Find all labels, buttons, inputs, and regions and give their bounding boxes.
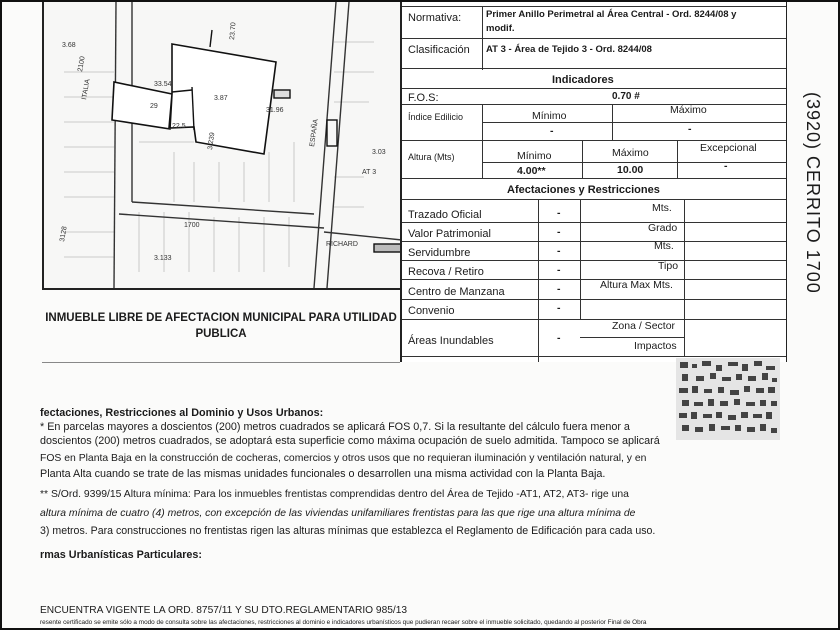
restr-unit-2: Mts. bbox=[654, 240, 674, 252]
footer-line-4: ** S/Ord. 9399/15 Altura mínima: Para los inmuebles frentistas comprendidas dentro del Área de Tejido -AT1, AT2, AT3- rige una bbox=[40, 489, 629, 500]
footer-line-5: altura mínima de cuatro (4) metros, con excepción de las viviendas unifamiliares frentistas para las que rige una altura mínima de bbox=[40, 508, 636, 519]
impactos-label: Impactos bbox=[634, 340, 677, 352]
map-label-9: ESPAÑA bbox=[309, 118, 320, 148]
restr-line-3 bbox=[402, 279, 786, 280]
restr-line-0 bbox=[402, 222, 786, 223]
restr-line-2 bbox=[402, 260, 786, 261]
restr-label-2: Servidumbre bbox=[408, 247, 471, 259]
altura-maximo-value: 10.00 bbox=[617, 164, 644, 176]
restr-unit-4: Altura Max Mts. bbox=[600, 279, 673, 291]
map-label-7: 23.70 bbox=[229, 22, 238, 41]
restr-label-1: Valor Patrimonial bbox=[408, 228, 491, 240]
indice-maximo-label: Máximo bbox=[670, 104, 707, 116]
map-label-4: 29 bbox=[150, 103, 158, 110]
afectaciones-title: Afectaciones y Restricciones bbox=[507, 184, 660, 196]
libre-line-2: PUBLICA bbox=[195, 328, 247, 340]
restr-line-5 bbox=[402, 319, 786, 320]
table-bottom-line bbox=[402, 356, 786, 357]
address-side-label: (3920) CERRITO 1700 bbox=[803, 92, 823, 294]
table-top-line bbox=[402, 6, 786, 7]
map-label-11: AT 3 bbox=[362, 169, 377, 176]
normativa-label: Normativa: bbox=[408, 12, 462, 24]
afectaciones-heading: fectaciones, Restricciones al Dominio y Usos Urbanos: bbox=[40, 407, 324, 419]
fos-value: 0.70 # bbox=[612, 91, 640, 102]
restr-value-2: - bbox=[557, 245, 561, 257]
zona-line bbox=[580, 337, 684, 338]
map-label-13: 3.239 bbox=[207, 131, 217, 151]
indice-minimo-value: - bbox=[550, 125, 554, 137]
map-label-10: 3.03 bbox=[372, 149, 386, 156]
map-label-14: 3.133 bbox=[154, 255, 172, 262]
map-label-5: 3.87 bbox=[214, 95, 228, 102]
map-label-16: 3128 bbox=[59, 225, 69, 243]
restr-value-5: - bbox=[557, 302, 561, 314]
indice-mid-line bbox=[482, 122, 786, 123]
restr-unit-1: Grado bbox=[648, 222, 678, 234]
address-side-text bbox=[799, 92, 829, 294]
afectaciones-title-bottom bbox=[402, 199, 786, 200]
altura-minimo-label: Mínimo bbox=[517, 150, 552, 162]
libre-afectacion-box bbox=[42, 288, 400, 363]
restr-label-5: Convenio bbox=[408, 305, 455, 317]
indicadores-title: Indicadores bbox=[552, 74, 614, 86]
parcel-map-drawing bbox=[44, 2, 402, 288]
map-label-8: 31.96 bbox=[266, 107, 284, 114]
altura-excepcional-value: - bbox=[724, 160, 728, 172]
map-label-2: ITALIA bbox=[81, 78, 92, 101]
altura-divider-1 bbox=[482, 140, 483, 178]
restr-divider-2 bbox=[580, 199, 581, 319]
map-label-15: RICHARD bbox=[326, 241, 358, 248]
footer-line-0: * En parcelas mayores a doscientos (200) metros cuadrados se aplicará FOS 0,7. Si la resultante del cálculo fuera menor a bbox=[40, 421, 630, 433]
normas-heading: rmas Urbanísticas Particulares: bbox=[40, 549, 203, 561]
parcel-outline bbox=[112, 44, 276, 154]
altura-divider-2 bbox=[582, 140, 583, 178]
restr-divider-1 bbox=[538, 199, 539, 362]
restr-unit-3: Tipo bbox=[658, 260, 679, 272]
clasificacion-value: AT 3 - Área de Tejido 3 - Ord. 8244/08 bbox=[486, 44, 652, 55]
restr-label-0: Trazado Oficial bbox=[408, 209, 482, 221]
footer-line-2: FOS en Planta Baja en la construcción de cocheras, comercios y otros usos que no requieran iluminación y ventilación natural, y en bbox=[40, 453, 647, 464]
altura-label: Altura (Mts) bbox=[408, 152, 455, 162]
indice-bottom bbox=[402, 140, 786, 141]
altura-minimo-value: 4.00** bbox=[517, 165, 546, 177]
areas-label: Áreas Inundables bbox=[408, 335, 494, 347]
fos-bottom bbox=[402, 104, 786, 105]
map-label-12: 1700 bbox=[184, 222, 200, 229]
map-label-0: 3.68 bbox=[62, 42, 76, 49]
vigente-text: ENCUENTRA VIGENTE LA ORD. 8757/11 Y SU DTO.REGLAMENTARIO 985/13 bbox=[40, 605, 408, 616]
altura-divider-3 bbox=[677, 140, 678, 178]
normativa-value-2: modif. bbox=[486, 23, 515, 34]
restr-line-1 bbox=[402, 241, 786, 242]
footer-line-6: 3) metros. Para construcciones no frentistas rigen las alturas mínimas que establezca el Reglamento de Edificación para cada uso. bbox=[40, 525, 656, 537]
parcel-map bbox=[42, 2, 402, 290]
footer-line-1: doscientos (200) metros cuadrados, se adoptará esta superficie como máxima ocupación de suelo admitida. Tampoco se aplicará bbox=[40, 435, 660, 447]
map-label-6: 22.5 bbox=[172, 123, 186, 130]
restr-value-1: - bbox=[557, 226, 561, 238]
restr-value-3: - bbox=[557, 264, 561, 276]
restr-divider-3 bbox=[684, 199, 685, 319]
indice-label: Índice Edilicio bbox=[408, 112, 464, 122]
indicadores-panel bbox=[400, 2, 787, 362]
areas-value: - bbox=[557, 332, 561, 344]
normativa-bottom bbox=[402, 38, 786, 39]
restr-label-4: Centro de Manzana bbox=[408, 286, 505, 298]
libre-line-1: INMUEBLE LIBRE DE AFECTACION MUNICIPAL PARA UTILIDAD bbox=[45, 312, 397, 324]
restr-value-4: - bbox=[557, 283, 561, 295]
indice-maximo-value: - bbox=[688, 123, 692, 135]
altura-bottom bbox=[402, 178, 786, 179]
fos-label: F.O.S: bbox=[408, 92, 439, 104]
indicadores-bottom bbox=[402, 88, 786, 89]
altura-maximo-label: Máximo bbox=[612, 147, 649, 159]
map-label-3: 33.54 bbox=[154, 81, 172, 88]
restr-label-3: Recova / Retiro bbox=[408, 266, 484, 278]
certificado-small-print: resente certificado se emite sólo a modo de consulta sobre las afectaciones, restricciones al dominio e indicadores urbanísticos que pudieran recaer sobre el inmueble solicitado, quedando al posterior Final de Obra bbox=[40, 619, 647, 626]
clasificacion-bottom bbox=[402, 68, 786, 69]
qr-code-icon bbox=[676, 358, 780, 440]
map-label-1: 2100 bbox=[77, 55, 87, 73]
clasificacion-label: Clasificación bbox=[408, 44, 470, 56]
altura-mid-line bbox=[482, 162, 786, 163]
restr-line-4 bbox=[402, 299, 786, 300]
altura-excepcional-label: Excepcional bbox=[700, 142, 757, 154]
restr-unit-0: Mts. bbox=[652, 202, 672, 214]
footer-line-3: Planta Alta cuando se trate de las mismas unidades funcionales o desarrollen una misma actividad con la Planta Baja. bbox=[40, 468, 606, 480]
normativa-value-1: Primer Anillo Perimetral al Área Central - Ord. 8244/08 y bbox=[486, 9, 737, 20]
indice-minimo-label: Mínimo bbox=[532, 110, 567, 122]
zona-label: Zona / Sector bbox=[612, 320, 676, 332]
zona-divider bbox=[684, 319, 685, 357]
restr-value-0: - bbox=[557, 207, 561, 219]
